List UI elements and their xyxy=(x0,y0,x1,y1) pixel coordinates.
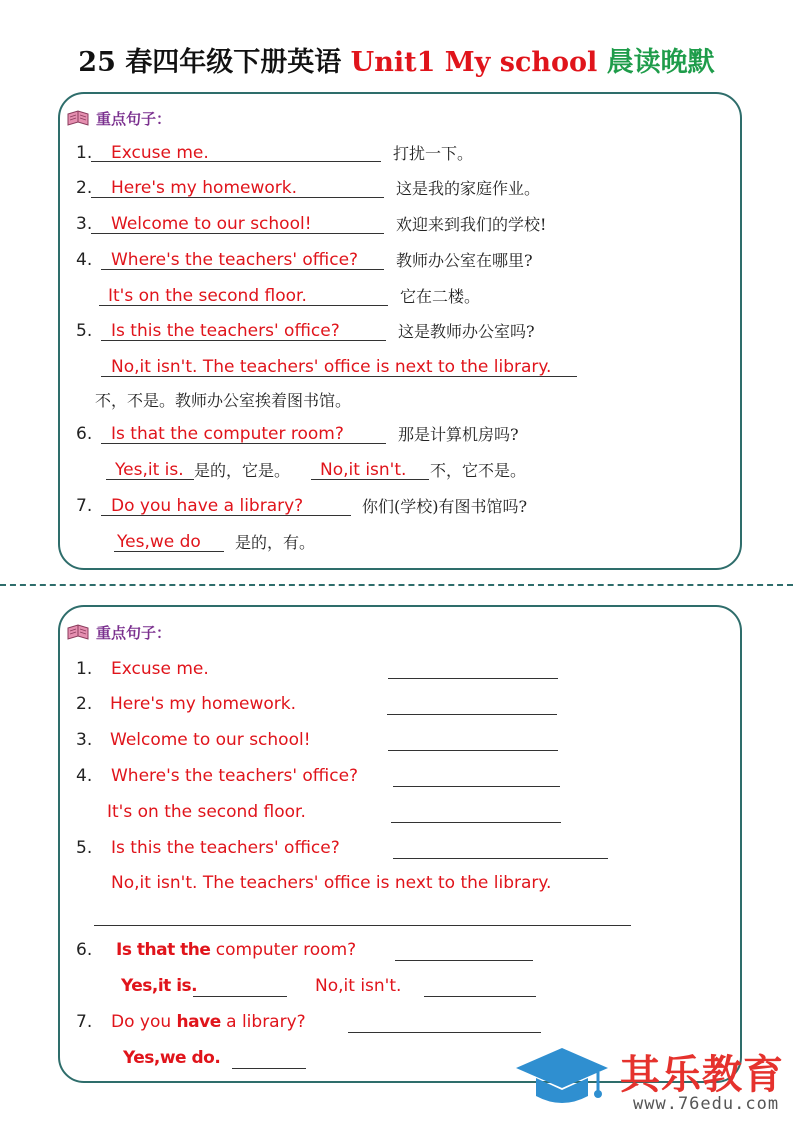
sentence-text: Welcome to our school! xyxy=(110,730,311,750)
chinese-text: 是的，有。 xyxy=(235,533,316,552)
sentence-part: computer room? xyxy=(210,940,357,960)
chinese-text: 它在二楼。 xyxy=(400,287,481,306)
chinese-text: 这是我的家庭作业。 xyxy=(396,179,541,198)
brand-name: 其乐教育 xyxy=(620,1052,784,1098)
book-icon xyxy=(66,110,90,127)
answer-text: Yes,it is. xyxy=(115,460,184,480)
page-title xyxy=(0,40,793,79)
sentence-text xyxy=(116,939,356,961)
answer-text: Welcome to our school! xyxy=(111,214,312,234)
answer-text: No,it isn't. The teachers' office is next to the library. xyxy=(111,357,552,377)
chinese-text: 不，它不是。 xyxy=(430,461,527,480)
title-unit: Unit1 My school xyxy=(350,47,607,78)
item-number: 6. xyxy=(76,424,93,444)
blank-line[interactable] xyxy=(391,822,561,823)
answer-text: Do you have a library? xyxy=(111,496,304,516)
answer-text: Is that the computer room? xyxy=(111,424,344,444)
item-number: 2. xyxy=(76,694,93,714)
sentence-text: Excuse me. xyxy=(111,659,209,679)
sentence-part: Do you xyxy=(111,1012,177,1032)
item-number: 6. xyxy=(76,940,93,960)
item-number: 7. xyxy=(76,496,93,516)
item-number: 3. xyxy=(76,214,93,234)
blank-line[interactable] xyxy=(193,996,287,997)
blank-line[interactable] xyxy=(424,996,536,997)
item-number: 1. xyxy=(76,659,93,679)
blank-line[interactable] xyxy=(393,786,560,787)
sentence-text: Yes,we do. xyxy=(123,1048,221,1068)
section-label: 重点句子： xyxy=(96,110,172,128)
sentence-text: Where's the teachers' office? xyxy=(111,766,359,786)
sentence-text: Is this the teachers' office? xyxy=(111,838,340,858)
chinese-text: 欢迎来到我们的学校! xyxy=(396,215,547,234)
chinese-text: 那是计算机房吗? xyxy=(398,425,519,444)
answer-text: Here's my homework. xyxy=(111,178,298,198)
book-icon xyxy=(66,624,90,641)
section-header-2 xyxy=(66,622,171,643)
blank-line[interactable] xyxy=(348,1032,541,1033)
item-number: 3. xyxy=(76,730,93,750)
graduation-cap-icon xyxy=(512,1044,612,1114)
item-number: 5. xyxy=(76,838,93,858)
chinese-text: 是的，它是。 xyxy=(194,461,291,480)
chinese-text: 不，不是。教师办公室挨着图书馆。 xyxy=(95,391,352,410)
answer-text: No,it isn't. xyxy=(320,460,407,480)
chinese-text: 这是教师办公室吗? xyxy=(398,322,535,341)
sentence-text: It's on the second floor. xyxy=(107,802,306,822)
sentence-text: Here's my homework. xyxy=(110,694,297,714)
item-number: 4. xyxy=(76,250,93,270)
title-suffix: 晨读晚默 xyxy=(606,47,715,78)
blank-line[interactable] xyxy=(388,678,558,679)
sentence-part: have xyxy=(176,1012,221,1032)
blank-line[interactable] xyxy=(232,1068,306,1069)
answer-text: It's on the second floor. xyxy=(108,286,307,306)
blank-line[interactable] xyxy=(395,960,533,961)
item-number: 5. xyxy=(76,321,93,341)
answer-text: Where's the teachers' office? xyxy=(111,250,359,270)
section-header-1 xyxy=(66,108,171,129)
answer-text: Is this the teachers' office? xyxy=(111,321,340,341)
chinese-text: 打扰一下。 xyxy=(393,144,474,163)
item-number: 4. xyxy=(76,766,93,786)
sentence-text: No,it isn't. The teachers' office is next to the library. xyxy=(111,873,552,893)
blank-line[interactable] xyxy=(387,714,557,715)
item-number: 1. xyxy=(76,143,93,163)
chinese-text: 你们(学校)有图书馆吗? xyxy=(362,497,528,516)
blank-line[interactable] xyxy=(388,750,558,751)
chinese-text: 教师办公室在哪里? xyxy=(396,251,533,270)
blank-line[interactable] xyxy=(393,858,608,859)
sentence-text xyxy=(111,1011,306,1033)
item-number: 2. xyxy=(76,178,93,198)
sentence-part: a library? xyxy=(220,1012,306,1032)
brand-url: www.76edu.com xyxy=(633,1094,780,1114)
cut-line-divider xyxy=(0,584,793,586)
sentence-text: No,it isn't. xyxy=(315,976,402,996)
item-number: 7. xyxy=(76,1012,93,1032)
title-grade: 25 春四年级下册英语 xyxy=(78,47,351,78)
section-label: 重点句子： xyxy=(96,624,172,642)
answer-text: Excuse me. xyxy=(111,143,209,163)
sentence-text: Yes,it is. xyxy=(121,976,198,996)
answer-text: Yes,we do xyxy=(117,532,201,552)
sentence-part: Is that the xyxy=(116,940,211,960)
blank-line[interactable] xyxy=(94,925,631,926)
